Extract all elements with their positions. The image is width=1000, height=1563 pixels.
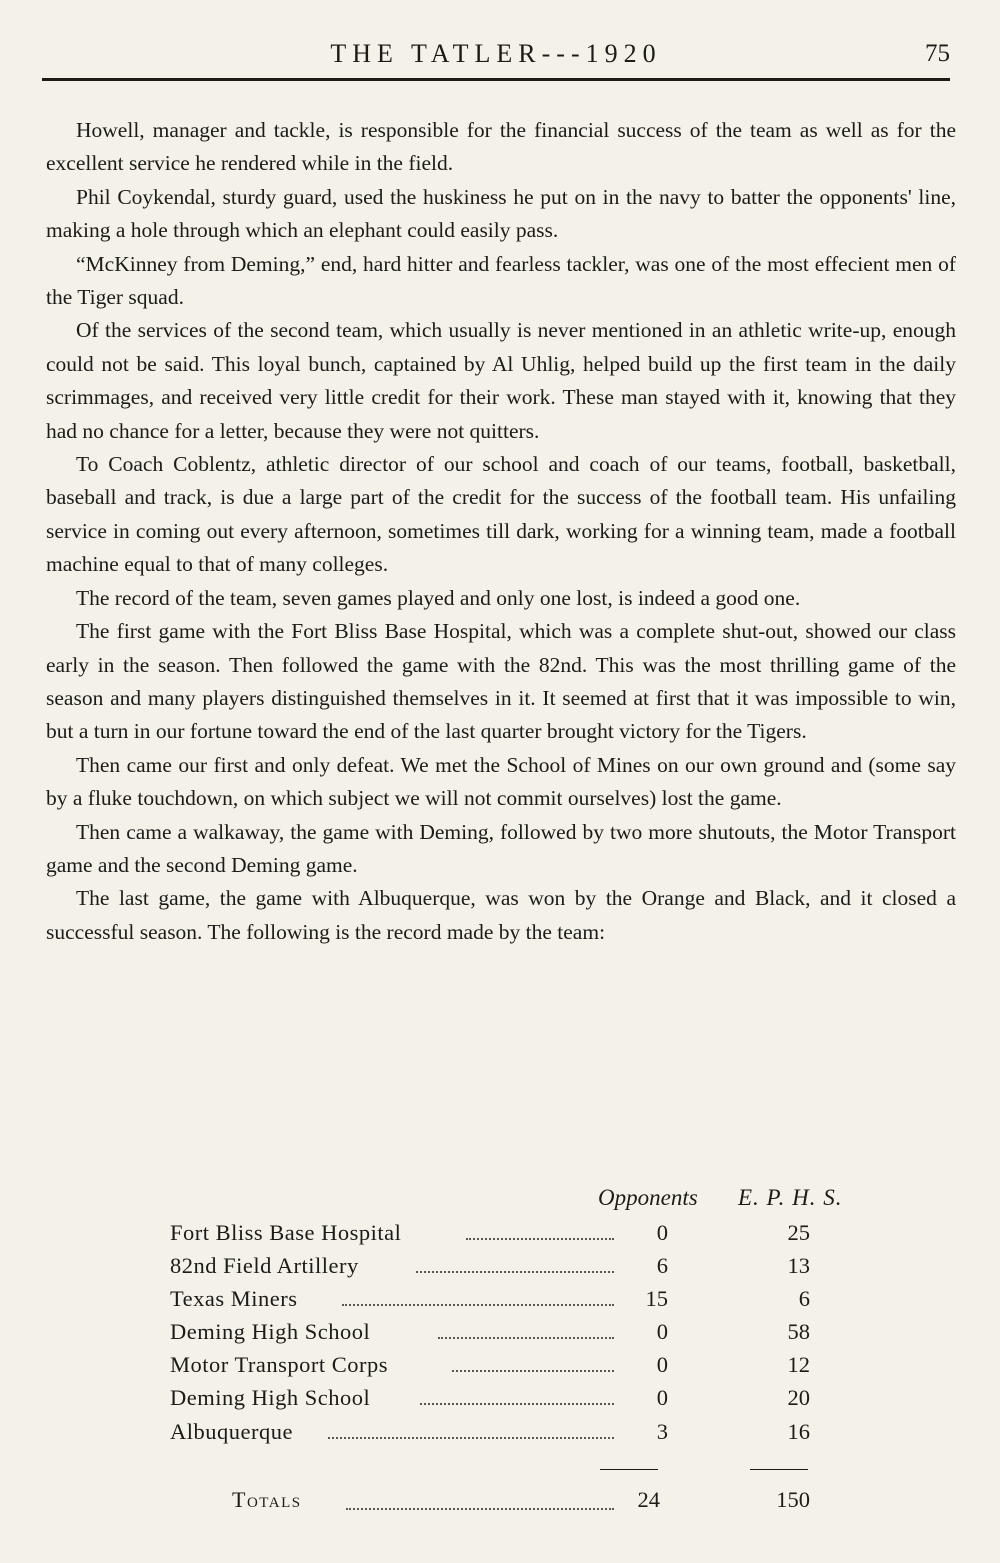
sum-rule-opponents — [600, 1469, 658, 1470]
totals-label: Totals — [232, 1487, 302, 1512]
team-name: Deming High School — [170, 1385, 371, 1410]
dot-leader — [346, 1508, 614, 1510]
opponents-score: 0 — [656, 1352, 668, 1377]
paragraph-last-game: The last game, the game with Albuquerque, was won by the Orange and Black, and it closed a successful season. The following is the record made by the team: — [46, 886, 956, 944]
team-name: 82nd Field Artillery — [170, 1253, 359, 1278]
totals-opponents: 24 — [637, 1487, 660, 1512]
paragraph-walkaway: Then came a walkaway, the game with Deming, followed by two more shutouts, the Motor Transport game and the second Deming game. — [46, 819, 956, 877]
table-row — [170, 1216, 890, 1250]
team-name: Fort Bliss Base Hospital — [170, 1220, 402, 1245]
dot-leader — [466, 1238, 614, 1240]
paragraph-mckinney: “McKinney from Deming,” end, hard hitter and fearless tackler, was one of the most effecient men of the Tiger squad. — [46, 251, 956, 310]
opponents-score: 3 — [656, 1419, 668, 1444]
dot-leader — [420, 1403, 614, 1405]
table-row — [170, 1381, 890, 1415]
article-body — [46, 114, 956, 949]
running-title: THE TATLER---1920 — [330, 39, 662, 68]
dot-leader — [342, 1304, 614, 1306]
opponents-score: 0 — [656, 1385, 668, 1410]
paragraph-defeat: Then came our first and only defeat. We met the School of Mines on our own ground and (some say by a fluke touchdown, on which subject we will not commit ourselves) lost the game. — [46, 752, 956, 811]
ephs-score: 16 — [787, 1419, 810, 1444]
team-name: Deming High School — [170, 1319, 371, 1344]
opponents-score: 0 — [656, 1319, 668, 1344]
ephs-score: 13 — [787, 1253, 810, 1278]
table-row — [170, 1282, 890, 1316]
opponents-score: 6 — [656, 1253, 668, 1278]
page-number: 75 — [925, 40, 950, 67]
dot-leader — [452, 1370, 614, 1372]
paragraph-howell: Howell, manager and tackle, is responsible for the financial success of the team as well as for the excellent service he rendered while in the field. — [46, 118, 956, 176]
team-name: Motor Transport Corps — [170, 1352, 389, 1377]
ephs-score: 20 — [787, 1385, 810, 1410]
team-name: Albuquerque — [170, 1419, 293, 1444]
paragraph-second-team: Of the services of the second team, which usually is never mentioned in an athletic write-up, enough could not be said. This loyal bunch, captained by Al Uhlig, helped build up the first team in the daily scrimmages, and received very little credit for their work. These man stayed with it, knowing that they had no chance for a letter, because they were not quitters. — [46, 318, 956, 443]
ephs-score: 6 — [798, 1286, 810, 1311]
table-row — [170, 1315, 890, 1349]
paragraph-record-summary: The record of the team, seven games played and only one lost, is indeed a good one. — [76, 585, 801, 610]
ephs-score: 25 — [787, 1220, 810, 1245]
paragraph-coykendal: Phil Coykendal, sturdy guard, used the huskiness he put on in the navy to batter the opponents' line, making a hole through which an elephant could easily pass. — [46, 184, 956, 243]
paragraph-coach: To Coach Coblentz, athletic director of our school and coach of our teams, football, basketball, baseball and track, is due a large part of the credit for the success of the football team. His unfailing service in coming out every afternoon, sometimes till dark, working for a winning team, made a football machine equal to that of many colleges. — [46, 452, 956, 577]
dot-leader — [328, 1437, 614, 1439]
dot-leader — [438, 1337, 614, 1339]
column-header-ephs: E. P. H. S. — [738, 1185, 843, 1210]
header-rule — [42, 78, 950, 81]
team-name: Texas Miners — [170, 1286, 298, 1311]
totals-ephs: 150 — [776, 1487, 810, 1512]
table-row — [170, 1348, 890, 1382]
paragraph-first-games: The first game with the Fort Bliss Base Hospital, which was a complete shut-out, showed our class early in the season. Then followed the game with the 82nd. This was the most thrilling game of the season and many players distinguished themselves in it. It seemed at first that it was impossible to win, but a turn in our fortune toward the end of the last quarter brought victory for the Tigers. — [46, 619, 956, 744]
opponents-score: 0 — [656, 1220, 668, 1245]
page-header — [40, 36, 952, 76]
column-header-opponents: Opponents — [598, 1185, 698, 1210]
table-row — [170, 1415, 890, 1449]
ephs-score: 12 — [787, 1352, 810, 1377]
opponents-score: 15 — [645, 1286, 668, 1311]
ephs-score: 58 — [787, 1319, 810, 1344]
dot-leader — [416, 1271, 614, 1273]
sum-rule-ephs — [750, 1469, 808, 1470]
table-row — [170, 1249, 890, 1283]
